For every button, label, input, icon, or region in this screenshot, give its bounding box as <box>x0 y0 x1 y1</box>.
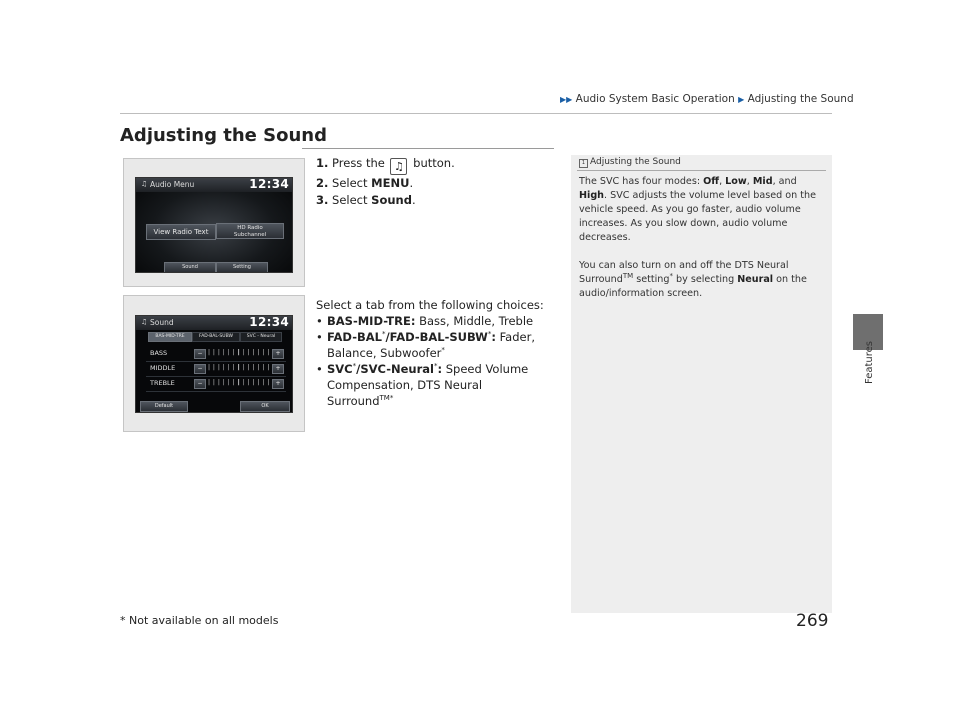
text: setting <box>633 274 670 285</box>
text: on the audio/information screen. <box>579 274 807 299</box>
step-text: . <box>409 176 414 190</box>
step-text: Select <box>332 193 368 207</box>
footnote-marker: * <box>441 346 445 355</box>
treble-plus-button[interactable]: + <box>272 379 284 389</box>
screen-title: Audio Menu <box>150 180 195 189</box>
footnote-marker: * <box>352 362 357 371</box>
side-note-title: Adjusting the Sound <box>590 157 681 167</box>
screen-clock: 12:34 <box>249 177 289 191</box>
text: . SVC adjusts the volume level based on the vehicle speed. As you go faster, audio volume increases. As you slow down, audio volume decreases. <box>579 190 817 243</box>
step-keyword: Sound <box>371 193 412 207</box>
screen-title: Sound <box>150 318 174 327</box>
choice-keyword: : <box>437 362 443 376</box>
breadcrumb-item[interactable]: Audio System Basic Operation <box>575 93 735 105</box>
audio-menu-image <box>123 158 305 287</box>
footnote-marker: * <box>669 271 673 280</box>
treble-minus-button[interactable]: − <box>194 379 206 389</box>
breadcrumb-arrow-icon: ▶ <box>738 95 745 104</box>
hd-radio-subchannel-button[interactable] <box>216 223 284 239</box>
text: The SVC has four modes: <box>579 176 704 187</box>
music-note-button-icon: ♫ <box>390 158 407 175</box>
choice-text: Fader, Balance, Subwoofer <box>327 330 535 360</box>
tab-svc-neural[interactable]: SVC - Neural <box>240 332 282 342</box>
bass-slider[interactable]: | | | | | | | | | | | | | <box>208 349 270 356</box>
middle-minus-button[interactable]: − <box>194 364 206 374</box>
choice-text: Bass, Middle, Treble <box>419 314 534 328</box>
treble-row <box>146 377 286 392</box>
page-number: 269 <box>796 611 829 631</box>
choice-text: Speed Volume Compensation, DTS Neural Surround <box>327 362 529 408</box>
mode-high: High <box>579 190 605 201</box>
list-item <box>316 313 552 329</box>
view-radio-text-button[interactable]: View Radio Text <box>146 224 216 240</box>
audio-menu-screen <box>135 177 293 273</box>
step-keyword: MENU <box>371 176 410 190</box>
side-note-body <box>579 175 825 301</box>
music-note-icon: ♫ <box>141 318 148 326</box>
ok-button[interactable]: OK <box>240 401 290 412</box>
title-underline <box>302 148 554 149</box>
subchannel-label: Subchannel <box>233 232 267 238</box>
bass-minus-button[interactable]: − <box>194 349 206 359</box>
sound-button[interactable]: Sound <box>164 262 216 273</box>
mode-low: Low <box>725 176 747 187</box>
choice-keyword: BAS-MID-TRE: <box>327 314 416 328</box>
sound-screen <box>135 315 293 413</box>
footnote-marker: * <box>389 394 394 403</box>
footnote-marker: * <box>487 330 492 339</box>
choice-keyword: /FAD-BAL-SUBW <box>385 330 488 344</box>
step-2 <box>316 175 455 192</box>
bass-label: BASS <box>150 349 168 357</box>
breadcrumb <box>560 93 854 105</box>
choices-list <box>316 297 552 409</box>
footnote-marker: * <box>433 362 438 371</box>
middle-slider[interactable]: | | | | | | | | | | | | | <box>208 364 270 371</box>
step-text: button. <box>413 156 455 170</box>
header-divider <box>120 113 832 114</box>
bass-plus-button[interactable]: + <box>272 349 284 359</box>
treble-label: TREBLE <box>150 379 175 387</box>
note-icon: 1 <box>579 159 588 168</box>
step-number: 1. <box>316 156 329 170</box>
sound-screen-image <box>123 295 305 432</box>
tab-fad-bal-subw[interactable]: FAD-BAL-SUBW <box>192 332 240 342</box>
bullet-icon: • <box>316 314 323 328</box>
footnote-marker: * <box>381 330 386 339</box>
trademark-mark: TM <box>622 271 634 280</box>
breadcrumb-arrow-icon: ▶▶ <box>560 95 573 104</box>
music-note-icon: ♫ <box>141 180 148 188</box>
list-item <box>316 361 552 409</box>
side-note-heading <box>579 157 681 168</box>
middle-label: MIDDLE <box>150 364 176 372</box>
breadcrumb-item[interactable]: Adjusting the Sound <box>747 93 854 105</box>
screen-clock: 12:34 <box>249 315 289 329</box>
bullet-icon: • <box>316 362 323 376</box>
text: , and <box>772 176 797 187</box>
neural-keyword: Neural <box>737 274 774 285</box>
choice-keyword: : <box>491 330 496 344</box>
footnote: * Not available on all models <box>120 614 279 627</box>
hd-radio-label: HD Radio <box>237 225 263 231</box>
list-item <box>316 329 552 361</box>
mode-mid: Mid <box>752 176 773 187</box>
choice-keyword: FAD-BAL <box>327 330 382 344</box>
tab-bas-mid-tre[interactable]: BAS-MID-TRE <box>148 332 192 342</box>
step-number: 2. <box>316 176 329 190</box>
middle-plus-button[interactable]: + <box>272 364 284 374</box>
side-note <box>571 155 832 613</box>
text: You can also turn on and off the DTS Neural Surround <box>579 260 789 285</box>
step-3 <box>316 192 455 209</box>
side-note-paragraph <box>579 259 825 301</box>
choice-keyword: /SVC-Neural <box>356 362 434 376</box>
steps-list <box>316 155 455 209</box>
side-note-paragraph: The SVC has four modes: Off, Low, Mid, and High. SVC adjusts the volume level based on the vehicle speed. As you go faster, audio volume increases. As you slow down, audio volume decreases. <box>579 176 817 243</box>
mode-off: Off <box>703 176 720 187</box>
text: by selecting <box>672 274 738 285</box>
step-text: Press the <box>332 156 385 170</box>
default-button[interactable]: Default <box>140 401 188 412</box>
trademark-mark: TM <box>379 394 390 403</box>
bullet-icon: • <box>316 330 323 344</box>
treble-slider[interactable]: | | | | | | | | | | | | | <box>208 379 270 386</box>
bass-row <box>146 347 286 362</box>
choice-keyword: SVC <box>327 362 353 376</box>
step-text: Select <box>332 176 368 190</box>
chapter-label: Features <box>864 341 875 384</box>
step-number: 3. <box>316 193 329 207</box>
setting-button[interactable]: Setting <box>216 262 268 273</box>
step-text: . <box>411 193 416 207</box>
choices-intro: Select a tab from the following choices: <box>316 298 544 312</box>
page-title: Adjusting the Sound <box>120 125 327 146</box>
step-1 <box>316 155 455 175</box>
middle-row <box>146 362 286 377</box>
side-note-divider <box>577 170 826 171</box>
